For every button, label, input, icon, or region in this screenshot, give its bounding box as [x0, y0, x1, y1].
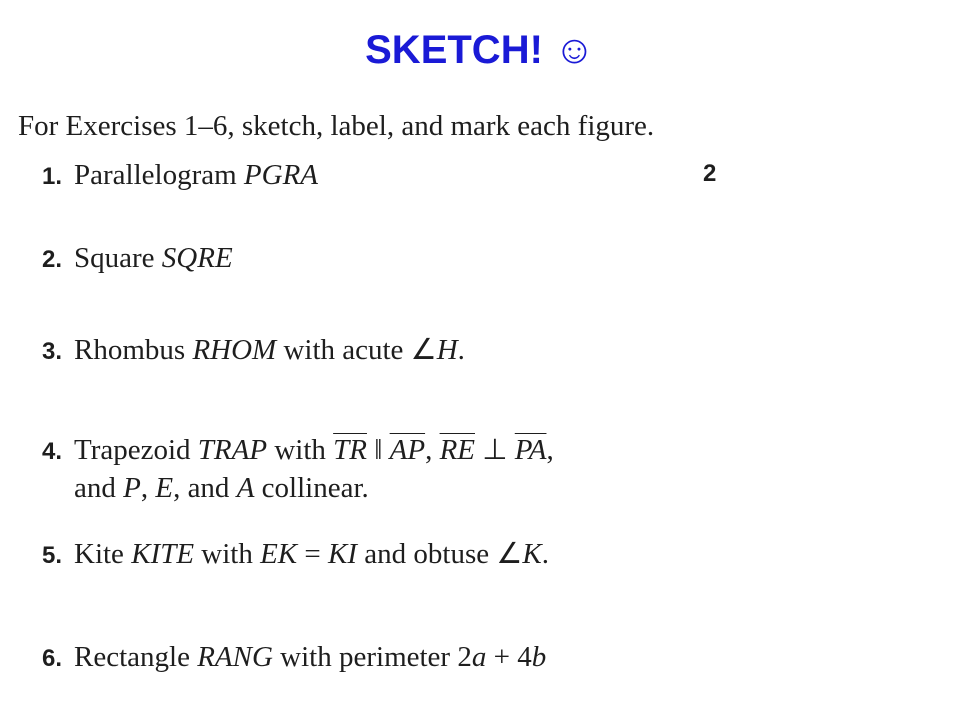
figure-name: KITE	[131, 538, 195, 570]
segment-ek: EK	[260, 538, 298, 570]
angle-vertex: H	[436, 334, 458, 366]
cutoff-column-number: 2	[703, 160, 717, 187]
exercise-text: with acute ∠	[276, 334, 437, 366]
exercise-text: with perimeter 2	[272, 641, 472, 673]
exercise-number: 5.	[42, 542, 63, 569]
exercise-text: and obtuse ∠	[357, 538, 523, 570]
exercise-2	[42, 240, 233, 278]
exercise-5	[42, 536, 549, 574]
variable-b: b	[531, 641, 547, 673]
slide-title: SKETCH! ☺	[365, 28, 595, 72]
figure-name: PGRA	[243, 159, 319, 191]
exercise-text: Rhombus	[74, 334, 193, 366]
exercise-text: , and	[173, 472, 237, 504]
exercise-text: .	[541, 538, 549, 570]
exercise-3	[42, 332, 465, 370]
exercise-text: + 4	[486, 641, 532, 673]
exercise-text: ,	[546, 434, 554, 466]
segment-pa: $\overline{PA}$	[514, 434, 547, 466]
exercise-number: 1.	[42, 163, 63, 190]
figure-name: SQRE	[161, 242, 233, 274]
perpendicular-symbol: ⊥	[475, 434, 515, 466]
exercise-text: Rectangle	[74, 641, 198, 673]
exercise-text: Square	[74, 242, 162, 274]
exercise-text: Kite	[74, 538, 132, 570]
segment-ap: $\overline{AP}$	[389, 434, 426, 466]
point-a: A	[236, 472, 255, 504]
segment-tr: $\overline{TR}$	[333, 434, 367, 466]
exercise-text: with	[194, 538, 261, 570]
instructions-text: For Exercises 1–6, sketch, label, and mark each figure.	[18, 110, 655, 142]
exercise-number: 6.	[42, 645, 63, 672]
exercise-4	[42, 432, 554, 506]
parallel-symbol: ‖	[366, 434, 390, 466]
exercise-1	[42, 157, 318, 195]
exercise-text: and	[74, 472, 124, 504]
point-e: E	[155, 472, 174, 504]
exercise-6	[42, 639, 546, 677]
exercise-text: .	[457, 334, 465, 366]
exercise-text: ,	[140, 472, 156, 504]
exercise-number: 4.	[42, 438, 63, 465]
point-p: P	[123, 472, 141, 504]
exercise-number: 3.	[42, 338, 63, 365]
exercise-text: collinear.	[254, 472, 369, 504]
figure-name: RHOM	[192, 334, 277, 366]
segment-re: $\overline{RE}$	[439, 434, 475, 466]
figure-name: TRAP	[197, 434, 268, 466]
exercise-4-line-2	[42, 470, 554, 506]
exercise-text: ,	[425, 434, 440, 466]
exercise-number: 2.	[42, 246, 63, 273]
exercise-text: Trapezoid	[74, 434, 198, 466]
equals-symbol: =	[297, 538, 329, 570]
variable-a: a	[471, 641, 487, 673]
angle-vertex: K	[522, 538, 542, 570]
exercise-text: Parallelogram	[74, 159, 244, 191]
exercise-text: with	[267, 434, 334, 466]
figure-name: RANG	[197, 641, 273, 673]
segment-ki: KI	[328, 538, 358, 570]
